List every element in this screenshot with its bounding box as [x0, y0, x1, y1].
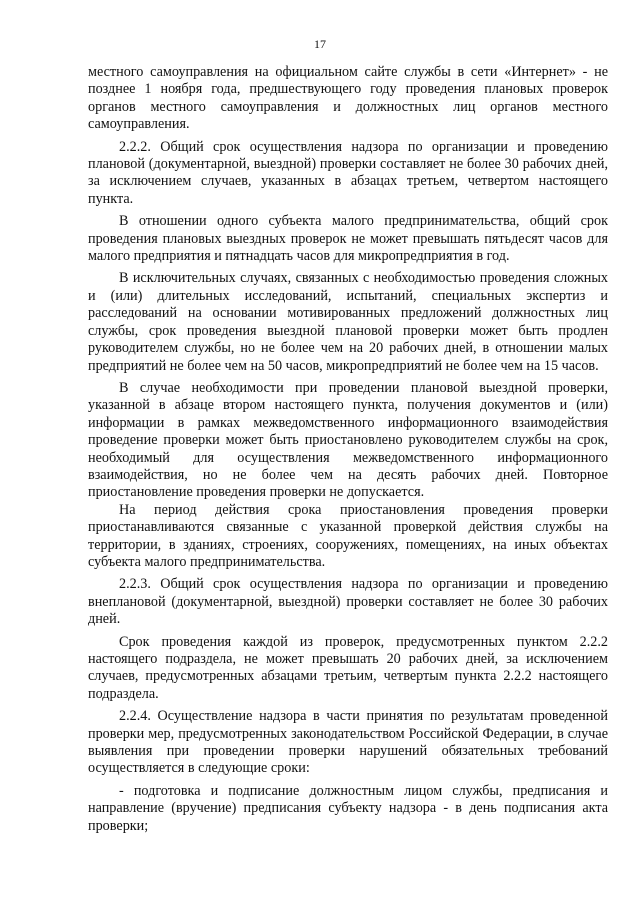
paragraph-small-business-limit: В отношении одного субъекта малого предпринимательства, общий срок проведения плановых выездных проверок не может превышать пятьдесят часов для малого предприятия и пятнадцать часов для микропредприятия в год.: [88, 213, 608, 265]
paragraph-suspension-period: На период действия срока приостановления проведения проверки приостанавливаются связанные с указанной проверкой действия службы на территории, в зданиях, строениях, сооружениях, помещениях, на иных объектах субъекта малого предпринимательства.: [88, 501, 608, 570]
paragraph-2-2-2: 2.2.2. Общий срок осуществления надзора по организации и проведению плановой (документарной, выездной) проверки составляет не более 30 рабочих дней, за исключением случаев, указанных в абзацах третьем, четвертом настоящего пункта.: [88, 138, 608, 207]
document-body: [88, 64, 608, 835]
list-item-prescription: - подготовка и подписание должностным лицом службы, предписания и направление (вручение) предписания субъекту надзора - в день подписания акта проверки;: [88, 782, 608, 834]
paragraph-exceptional-cases: В исключительных случаях, связанных с необходимостью проведения сложных и (или) длительных исследований, испытаний, специальных экспертиз и расследований на основании мотивированных предложений должностных лиц службы, срок проведения выездной плановой проверки может быть продлен руководителем службы, но не более чем на 20 рабочих дней, в отношении малых предприятий не более чем на 50 часов, микропредприятий не более чем на 15 часов.: [88, 270, 608, 374]
page-number: 17: [314, 37, 326, 51]
paragraph-inspection-term: Срок проведения каждой из проверок, предусмотренных пунктом 2.2.2 настоящего подраздела, не может превышать 20 рабочих дней, за исключением случаев, предусмотренных абзацами третьим, четвертым пункта 2.2.2 настоящего подраздела.: [88, 633, 608, 702]
paragraph-2-2-3: 2.2.3. Общий срок осуществления надзора по организации и проведению внеплановой (документарной, выездной) проверки составляет не более 30 рабочих дней.: [88, 576, 608, 628]
paragraph-suspension: В случае необходимости при проведении плановой выездной проверки, указанной в абзаце втором настоящего пункта, получения документов и (или) информации в рамках межведомственного информационного взаимодействия проведение проверки может быть приостановлено руководителем службы на срок, необходимый для осуществления межведомственного информационного взаимодействия, но не более чем на десять рабочих дней. Повторное приостановление проведения проверки не допускается.: [88, 379, 608, 501]
paragraph-2-2-4: 2.2.4. Осуществление надзора в части принятия по результатам проведенной проверки мер, предусмотренных законодательством Российской Федерации, в случае выявления при проведении проверки нарушений обязательных требований осуществляется в следующие сроки:: [88, 708, 608, 777]
paragraph-continuation: местного самоуправления на официальном сайте службы в сети «Интернет» - не позднее 1 ноября года, предшествующего году проведения плановых проверок органов местного самоуправления и должностных лиц органов местного самоуправления.: [88, 64, 608, 133]
